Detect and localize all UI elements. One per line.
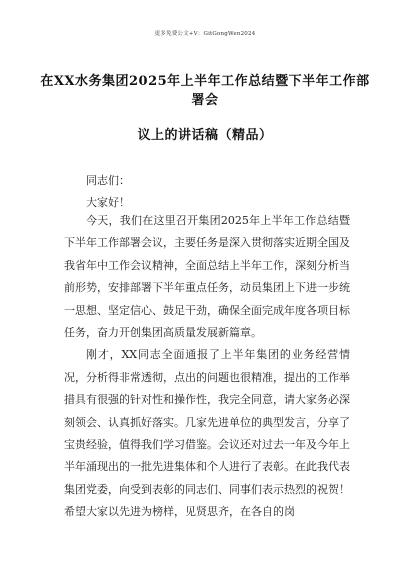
paragraph-review: 刚才，XX同志全面通报了上半年集团的业务经营情况，分析得非常透彻，点出的问题也很精准，提出的工作举措具有很强的针对性和操作性，我完全同意，请大家务必深刻领会、认真抓好落实。几家先进单位的典型发言，分享了宝贵经验，值得我们学习借鉴。会议还对过去一年及今年上半年涌现出的一批先进集体和个人进行了表彰。在此我代表集团党委，向受到表彰的同志们、同事们表示热烈的祝贺！希望大家以先进为榜样，见贤思齐，在各自的岗 bbox=[64, 348, 350, 519]
salutation-hello: 大家好！ bbox=[86, 196, 130, 209]
document-body bbox=[64, 210, 350, 524]
salutation-comrades: 同志们： bbox=[86, 174, 130, 187]
paragraph-opening: 今天，我们在这里召开集团2025年上半年工作总结暨下半年工作部署会议，主要任务是深入贯彻落实近期全国及我省年中工作会议精神，全面总结上半年工作，深刻分析当前形势，安排部署下半年重点任务，动员集团上下进一步统一思想、坚定信心、鼓足干劲，确保全面完成年度各项目标任务，奋力开创集团高质量发展新篇章。 bbox=[64, 214, 350, 340]
document-title-line-1: 在XX水务集团2025年上半年工作总结暨下半年工作部署会 bbox=[40, 74, 370, 108]
header-note: 更多免费公文+V：GitGongWen2024 bbox=[154, 31, 256, 37]
document-title-line-2: 议上的讲话稿（精品） bbox=[137, 128, 273, 143]
